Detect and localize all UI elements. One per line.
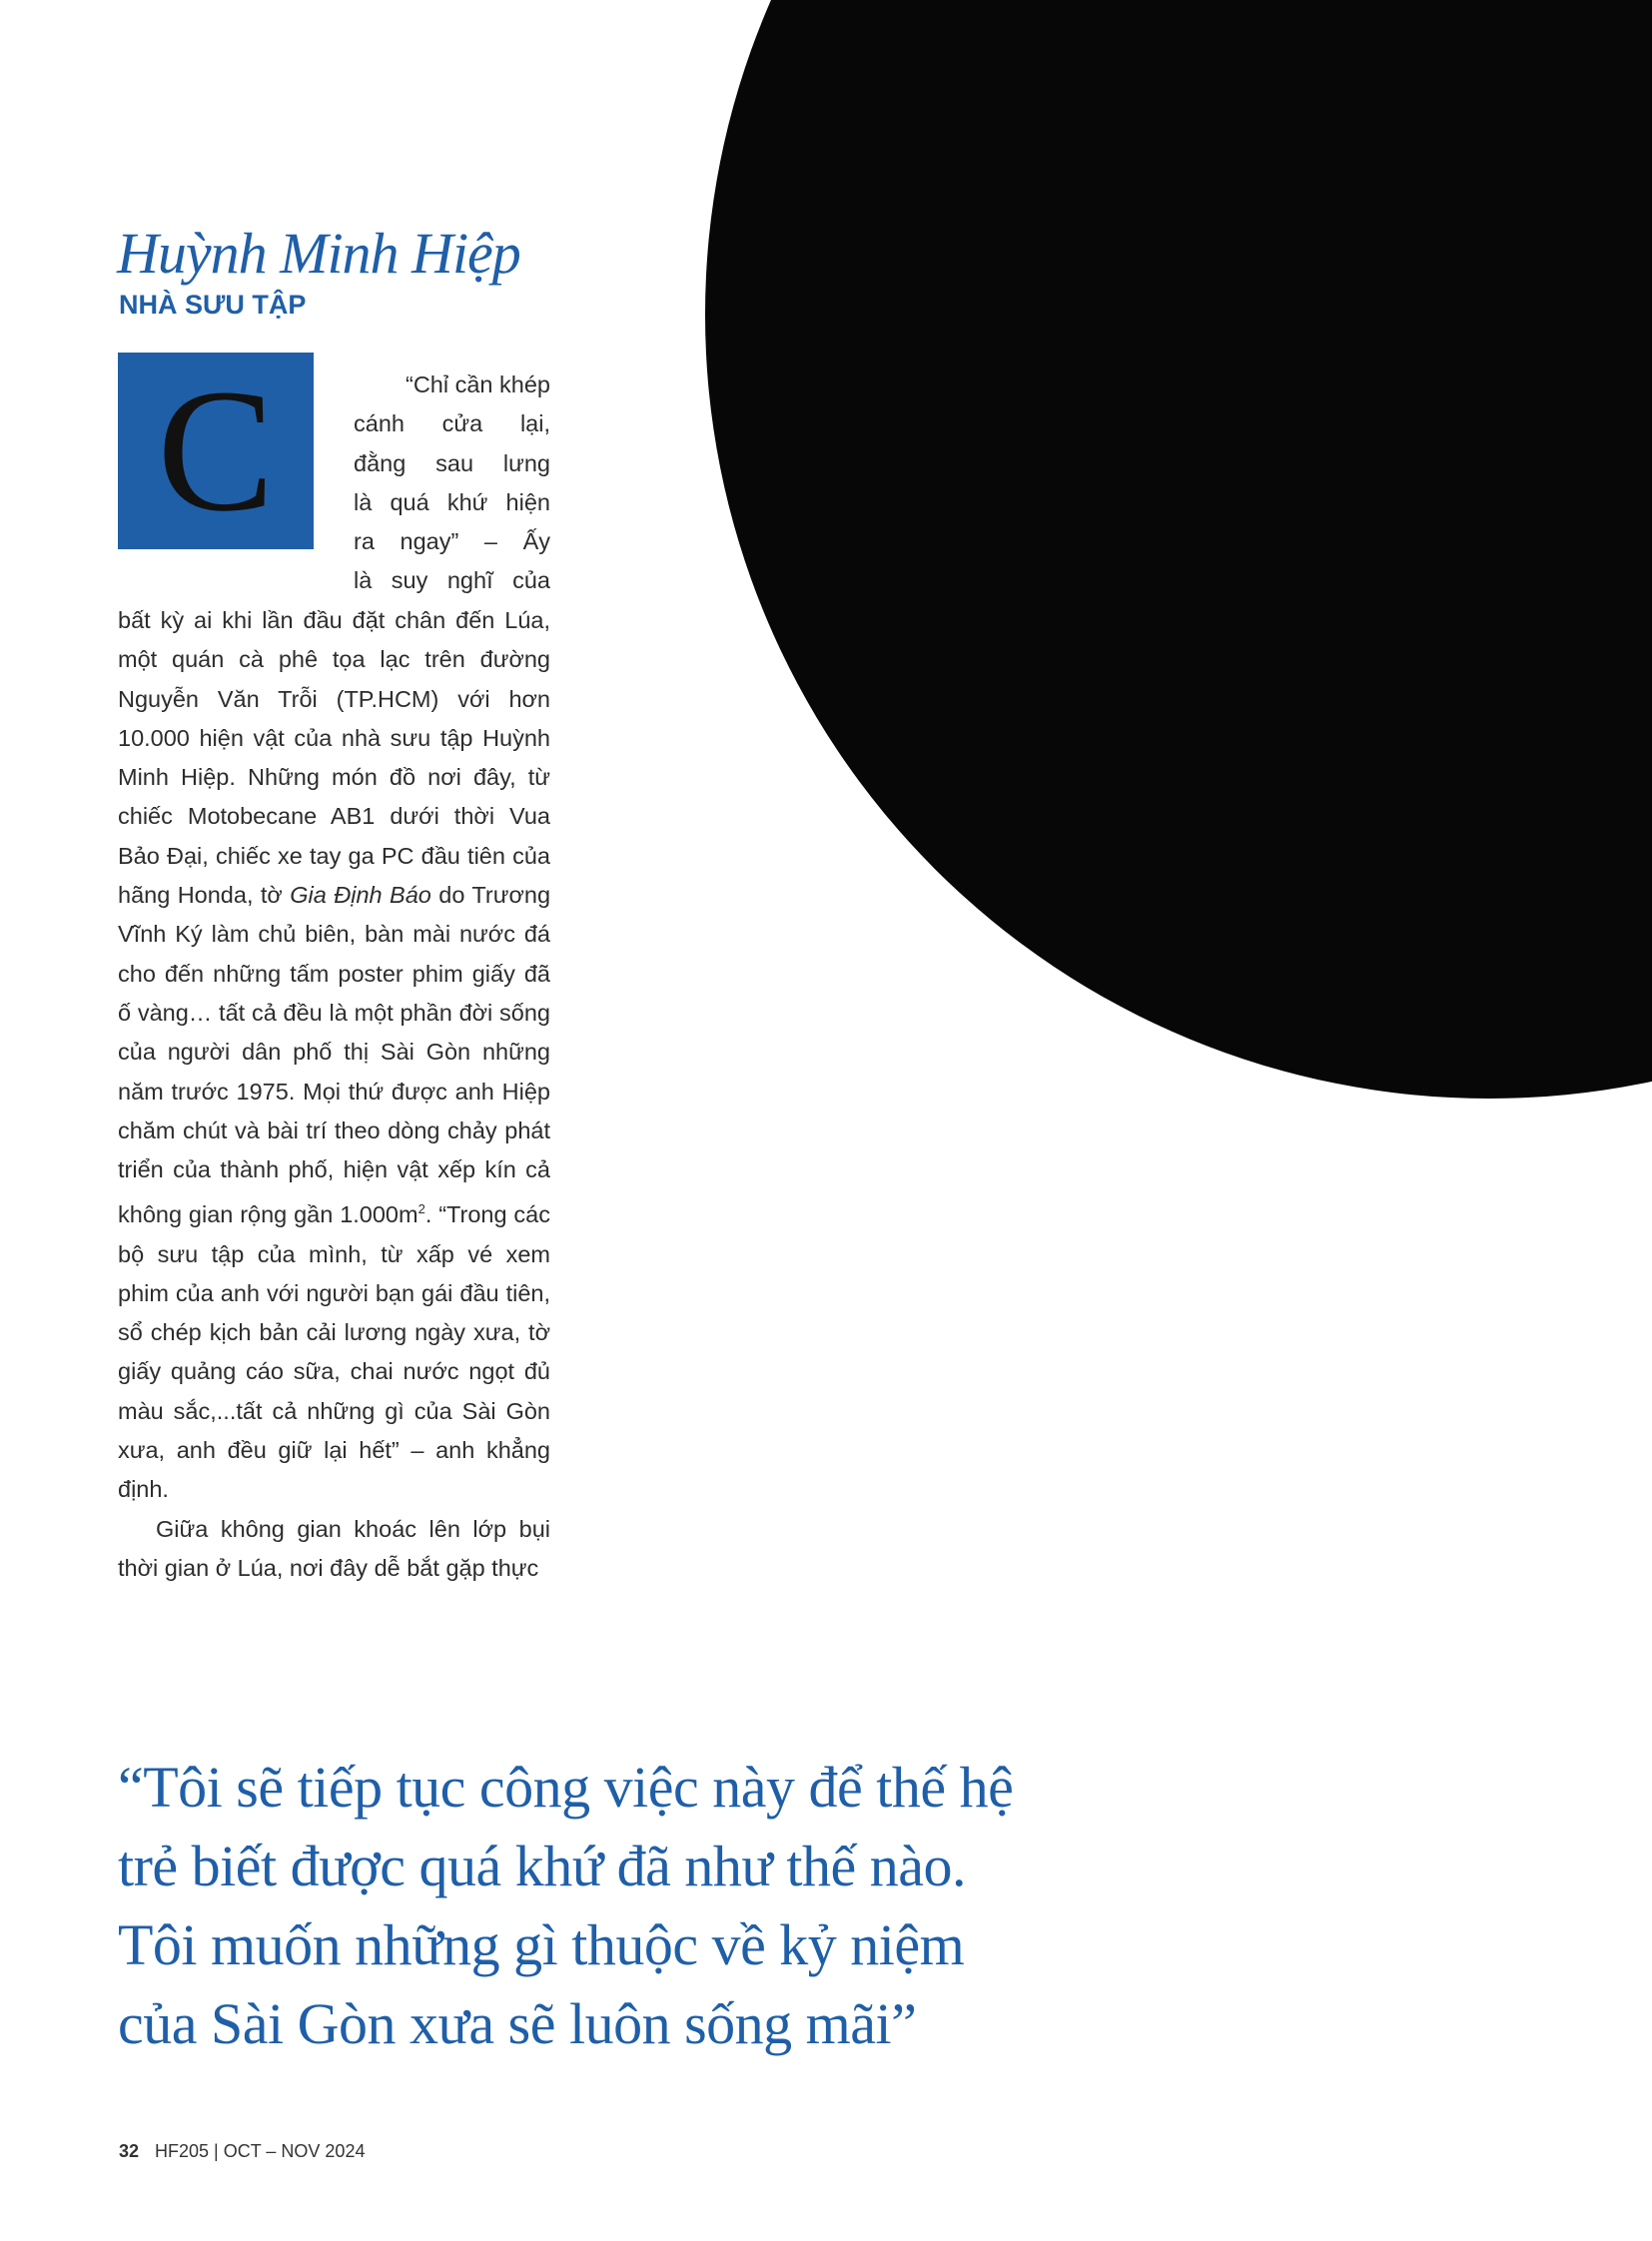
pull-quote-line: “Tôi sẽ tiếp tục công việc này để thế hệ [118, 1755, 1014, 1820]
portrait-photo [705, 0, 1652, 1099]
issue-label: HF205 | OCT – NOV 2024 [155, 2141, 366, 2161]
article-intro-lines [354, 366, 550, 601]
pull-quote-line: Tôi muốn những gì thuộc về kỷ niệm [118, 1912, 965, 1977]
pull-quote-line: của Sài Gòn xưa sẽ luôn sống mãi” [118, 1991, 917, 2056]
person-name: Huỳnh Minh Hiệp [117, 221, 520, 286]
intro-line: cánh cửa lại, [354, 410, 550, 437]
intro-line: là suy nghĩ của [354, 567, 550, 594]
drop-cap-letter: C [157, 353, 275, 548]
body-paragraph-1: bất kỳ ai khi lần đầu đặt chân đến Lúa, một quán cà phê tọa lạc trên đường Nguyễn Văn Trỗi (TP.HCM) với hơn 10.000 hiện vật của nhà sưu tập Huỳnh Minh Hiệp. Những món đồ nơi đây, từ chiếc Motobecane AB1 dưới thời Vua Bảo Đại, chiếc xe tay ga PC đầu tiên của hãng Honda, tờ Gia Định Báo do Trương Vĩnh Ký làm chủ biên, bàn mài nước đá cho đến những tấm poster phim giấy đã ố vàng… tất cả đều là một phần đời sống của người dân phố thị Sài Gòn những năm trước 1975. Mọi thứ được anh Hiệp chăm chút và bài trí theo dòng chảy phát triển của thành phố, hiện vật xếp kín cả không gian rộng gần $1.000m^2$. “Trong các bộ sưu tập của mình, từ xấp vé xem phim của anh với người bạn gái đầu tiên, sổ chép kịch bản cải lương ngày xưa, tờ giấy quảng cáo sữa, chai nước ngọt đủ màu sắc,...tất cả những gì của Sài Gòn xưa, anh đều giữ lại hết” – anh khẳng định. [118, 607, 551, 1503]
body-paragraph-2: Giữa không gian khoác lên lớp bụi thời gian ở Lúa, nơi đây dễ bắt gặp thực [118, 1515, 550, 1581]
article-body [118, 601, 550, 1588]
pull-quote [118, 1748, 1017, 2063]
intro-line: “Chỉ cần khép [406, 372, 550, 397]
pull-quote-line: trẻ biết được quá khứ đã như thế nào. [118, 1834, 966, 1898]
intro-line: là quá khứ hiện [354, 488, 550, 515]
newspaper-title: Gia Định Báo [290, 882, 431, 909]
page-footer [119, 2141, 365, 2162]
drop-cap-box [118, 353, 314, 549]
intro-line: đằng sau lưng [354, 449, 550, 476]
intro-line: ra ngay” – Ấy [354, 528, 550, 555]
page-number: 32 [119, 2141, 140, 2161]
person-role: NHÀ SƯU TẬP [119, 290, 307, 320]
